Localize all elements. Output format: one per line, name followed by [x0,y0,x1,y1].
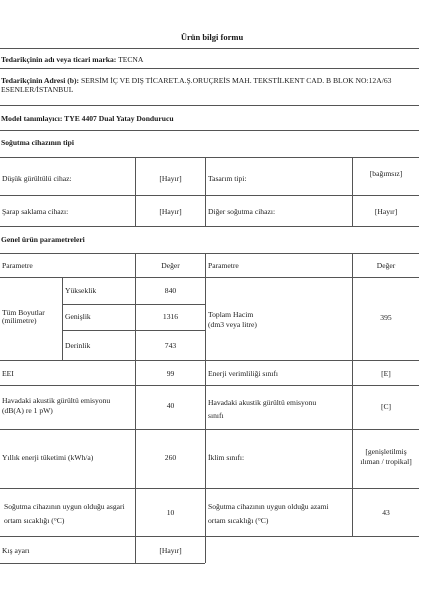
low-noise-value: [Hayır] [159,174,182,183]
eei-value: 99 [166,369,175,378]
table-border [62,277,63,360]
table-border [0,385,419,386]
table-border [0,563,205,564]
supplier-name-value: TECNA [118,55,144,64]
supplier-address-row [1,76,411,94]
model-row [1,114,174,123]
max-ambient-temp-value: 43 [382,508,390,517]
col-header-parameter: Parametre [2,261,33,270]
col-header-value: Değer [376,261,396,270]
dimensions-label: Tüm Boyutlar (milimetre) [2,308,45,325]
winter-setting-value: [Hayır] [159,546,182,555]
eei-label: EEI [2,369,14,378]
height-value: 840 [164,286,177,295]
width-label: Genişlik [65,312,91,321]
page-title: Ürün bilgi formu [180,32,244,42]
min-ambient-temp-label: Soğutma cihazının uygun olduğu asgari ortam sıcaklığı (°C) [4,502,125,525]
max-ambient-temp-label: Soğutma cihazının uygun olduğu azami ortam sıcaklığı (°C) [208,502,329,525]
supplier-address-label: Tedarikçinin Adresi (b): [1,76,80,85]
col-header-value: Değer [161,261,180,270]
height-label: Yükseklik [65,286,97,295]
climate-class-label: İklim sınıfı: [208,453,245,462]
table-border [0,488,419,489]
other-cooling-label: Diğer soğutma cihazı: [208,207,276,216]
col-header-parameter: Parametre [208,261,239,270]
noise-emission-label: Havadaki akustik gürültü emisyonu (dB(A) re 1 pW) [2,396,111,415]
total-volume-label: Toplam Hacim [208,310,254,319]
table-border [0,429,419,430]
other-cooling-value: [Hayır] [374,207,398,216]
table-border [62,330,205,331]
depth-label: Derinlik [65,341,91,350]
climate-class-value: [genişletilmiş ılıman / tropikal] [360,447,412,466]
model-value: TYE 4407 Dual Yatay Dondurucu [64,114,174,123]
noise-emission-value: 40 [166,401,175,410]
table-border [205,157,206,226]
params-section-heading: Genel ürün parametreleri [1,235,85,244]
table-border [205,253,206,563]
divider [0,48,419,49]
wine-storage-value: [Hayır] [159,207,182,216]
table-border [0,253,419,254]
width-value: 1316 [162,312,179,321]
design-type-label: Tasarım tipi: [208,174,247,183]
noise-class-value: [C] [380,402,392,411]
total-volume-unit: (dm3 veya litre) [208,320,257,329]
table-border [0,195,419,196]
total-volume-value: 395 [380,313,392,322]
supplier-address-value: SERSİM İÇ VE DIŞ TİCARET.A.Ş.ORUÇREİS MAH. TEKSTİLKENT CAD. B BLOK NO:12A/63 ESENLER/İSTANBUL [1,76,392,94]
table-border [0,157,419,158]
supplier-name-row [1,55,143,64]
noise-class-label: Havadaki akustik gürültü emisyonu sınıfı [208,398,317,420]
divider [0,105,419,106]
model-label: Model tanımlayıcı: [1,114,63,123]
annual-energy-value: 260 [164,453,177,462]
winter-setting-label: Kış ayarı [2,546,30,555]
low-noise-label: Düşük gürültülü cihaz: [2,174,72,183]
design-type-value: [bağımsız] [369,169,403,178]
table-border [352,253,353,536]
table-border [0,536,419,537]
min-ambient-temp-value: 10 [166,508,175,517]
table-border [62,304,205,305]
type-section-heading: Soğutma cihazının tipi [1,138,74,147]
divider [0,130,419,131]
divider [0,68,419,69]
wine-storage-label: Şarap saklama cihazı: [2,207,69,216]
table-border [0,360,419,361]
table-border [0,226,419,227]
annual-energy-label: Yıllık enerji tüketimi (kWh/a) [2,453,94,462]
supplier-name-label: Tedarikçinin adı veya ticari marka: [1,55,117,64]
energy-class-value: [E] [381,369,391,378]
energy-class-label: Enerji verimliliği sınıfı [208,369,279,378]
depth-value: 743 [164,341,177,350]
